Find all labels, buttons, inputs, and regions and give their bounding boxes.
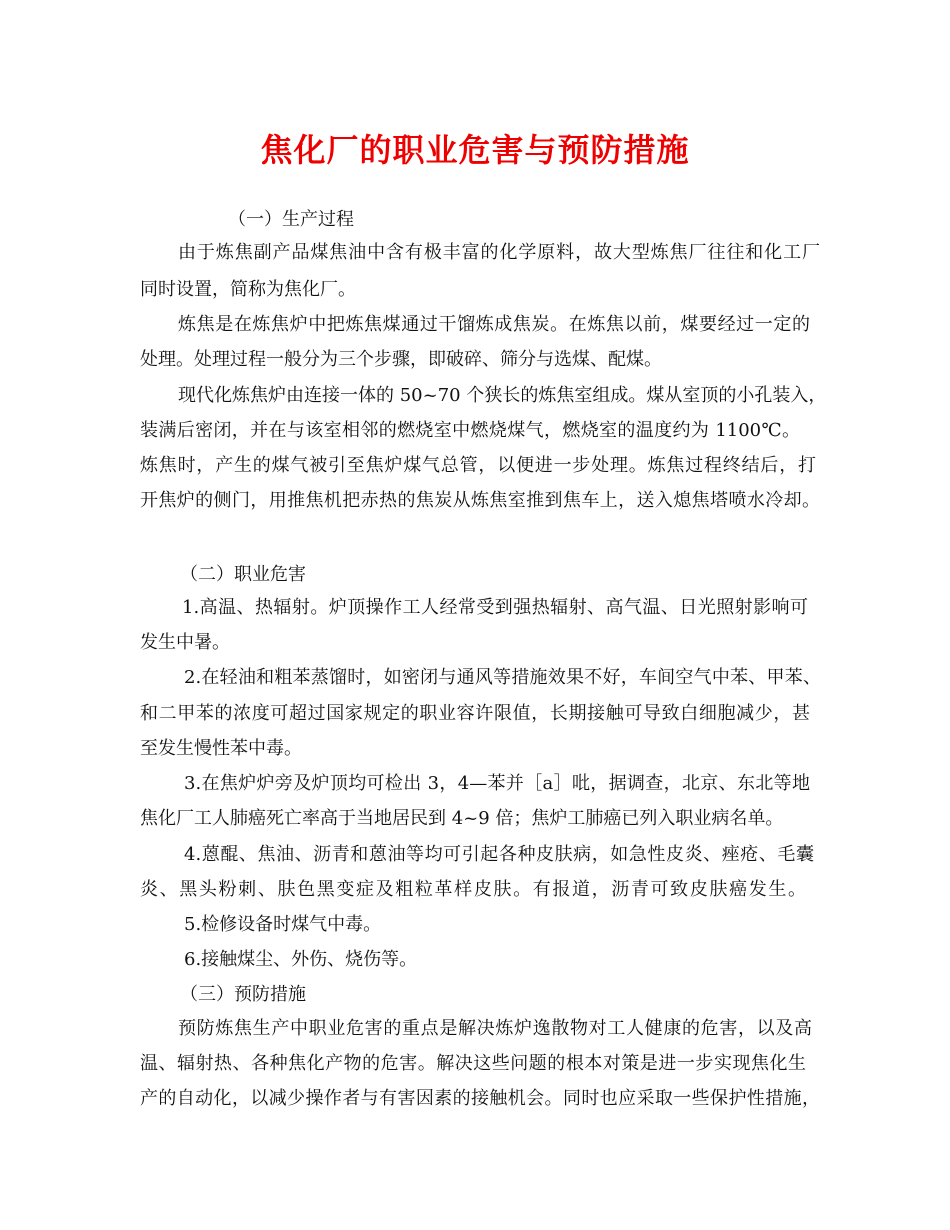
paragraph-line: 炼焦是在炼焦炉中把炼焦煤通过干馏炼成焦炭。在炼焦以前，煤要经过一定的 xyxy=(178,314,810,335)
paragraph-line: 3.在焦炉炉旁及炉顶均可检出 3，4—苯并［a］吡，据调查，北京、东北等地 xyxy=(184,773,810,794)
paragraph-line: 现代化炼焦炉由连接一体的 50~70 个狭长的炼焦室组成。煤从室顶的小孔装入， xyxy=(178,385,827,406)
section-heading-hazards: （二）职业危害 xyxy=(180,564,306,585)
paragraph-line: 4.蒽醌、焦油、沥青和蒽油等均可引起各种皮肤病，如急性皮炎、痤疮、毛囊 xyxy=(184,844,814,865)
paragraph-line: 开焦炉的侧门，用推焦机把赤热的焦炭从炼焦室推到焦车上，送入熄焦塔喷水冷却。 xyxy=(140,490,820,511)
section-heading-production: （一）生产过程 xyxy=(228,209,354,230)
paragraph-line: 同时设置，简称为焦化厂。 xyxy=(140,279,356,300)
section-heading-prevention: （三）预防措施 xyxy=(180,984,306,1005)
paragraph-line: 炎、黑头粉刺、肤色黑变症及粗粒革样皮肤。有报道，沥青可致皮肤癌发生。 xyxy=(140,879,806,900)
paragraph-line: 和二甲苯的浓度可超过国家规定的职业容许限值，长期接触可导致白细胞减少，甚 xyxy=(140,703,810,724)
paragraph-line: 1.高温、热辐射。炉顶操作工人经常受到强热辐射、高气温、日光照射影响可 xyxy=(182,597,808,618)
paragraph-line: 温、辐射热、各种焦化产物的危害。解决这些问题的根本对策是进一步实现焦化生 xyxy=(140,1053,806,1074)
paragraph-line: 产的自动化，以减少操作者与有害因素的接触机会。同时也应采取一些保护性措施， xyxy=(140,1088,820,1109)
paragraph-line: 发生中暑。 xyxy=(140,632,230,653)
paragraph-line: 由于炼焦副产品煤焦油中含有极丰富的化学原料，故大型炼焦厂往往和化工厂 xyxy=(178,242,820,263)
paragraph-line: 预防炼焦生产中职业危害的重点是解决炼炉逸散物对工人健康的危害，以及高 xyxy=(178,1018,812,1039)
paragraph-line: 处理。处理过程一般分为三个步骤，即破碎、筛分与选煤、配煤。 xyxy=(140,349,662,370)
paragraph-line: 5.检修设备时煤气中毒。 xyxy=(184,914,382,935)
paragraph-line: 6.接触煤尘、外伤、烧伤等。 xyxy=(184,949,418,970)
paragraph-line: 炼焦时，产生的煤气被引至焦炉煤气总管，以便进一步处理。炼焦过程终结后，打 xyxy=(140,455,816,476)
paragraph-line: 2.在轻油和粗苯蒸馏时，如密闭与通风等措施效果不好，车间空气中苯、甲苯、 xyxy=(184,667,821,688)
paragraph-line: 至发生慢性苯中毒。 xyxy=(140,738,302,759)
paragraph-line: 焦化厂工人肺癌死亡率高于当地居民到 4~9 倍；焦炉工肺癌已列入职业病名单。 xyxy=(140,808,784,829)
document-title: 焦化厂的职业危害与预防措施 xyxy=(260,131,690,169)
paragraph-line: 装满后密闭，并在与该室相邻的燃烧室中燃烧煤气，燃烧室的温度约为 1100℃。 xyxy=(140,420,800,441)
